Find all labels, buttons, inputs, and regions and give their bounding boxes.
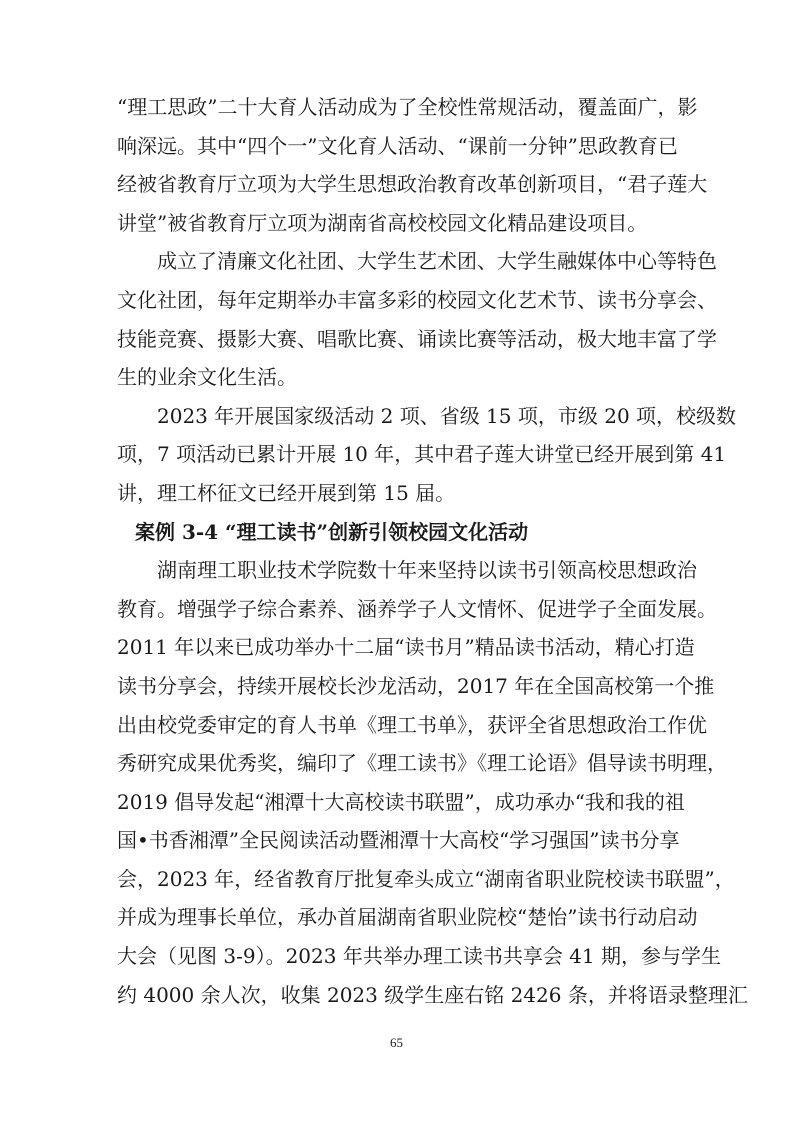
text-line: 生的业余文化生活。 (117, 365, 297, 390)
paragraph-3 (117, 397, 737, 513)
text-line: “理工思政”二十大育人活动成为了全校性常规活动，覆盖面广，影 (117, 95, 698, 119)
case-heading: 案例 3-4 “理工读书”创新引领校园文化活动 (135, 519, 529, 544)
paragraph-2 (117, 242, 717, 396)
paragraph-1 (117, 88, 708, 242)
text-line: 讲，理工杯征文已经开展到第 15 届。 (117, 480, 456, 505)
page-number: 65 (390, 1035, 403, 1050)
text-line: 经被省教育厅立项为大学生思想政治教育改革创新项目，“君子莲大 (117, 172, 708, 197)
text-line: 约 4000 余人次，收集 2023 级学生座右铭 2426 条，并将语录整理汇 (117, 982, 748, 1007)
text-line: 读书分享会，持续开展校长沙龙活动，2017 年在全国高校第一个推 (117, 673, 715, 698)
text-line: 2019 倡导发起“湘潭十大高校读书联盟”，成功承办“我和我的祖 (117, 789, 685, 814)
paragraph-4 (117, 551, 748, 1014)
text-line: 出由校党委审定的育人书单《理工书单》，获评全省思想政治工作优 (117, 712, 707, 737)
text-line: 2011 年以来已成功举办十二届“读书月”精品读书活动，精心打造 (117, 635, 695, 660)
text-line: 并成为理事长单位，承办首届湖南省职业院校“楚怡”读书行动启动 (117, 905, 698, 930)
text-line: 教育。增强学子综合素养、涵养学子人文情怀、促进学子全面发展。 (117, 596, 717, 621)
text-line: 大会（见图 3-9）。2023 年共举办理工读书共享会 41 期，参与学生 (117, 944, 721, 969)
text-line: 湖南理工职业技术学院数十年来坚持以读书引领高校思想政治 (157, 558, 697, 583)
document-body (117, 88, 748, 1014)
text-line: 讲堂”被省教育厅立项为湖南省高校校园文化精品建设项目。 (117, 210, 648, 235)
text-line: 项，7 项活动已累计开展 10 年，其中君子莲大讲堂已经开展到第 41 (117, 442, 727, 467)
text-line: 文化社团，每年定期举办丰富多彩的校园文化艺术节、读书分享会、 (117, 287, 717, 312)
text-line: 技能竞赛、摄影大赛、唱歌比赛、诵读比赛等活动，极大地丰富了学 (117, 326, 717, 351)
text-line: 2023 年开展国家级活动 2 项、省级 15 项，市级 20 项，校级数 (157, 403, 737, 428)
text-line: 成立了清廉文化社团、大学生艺术团、大学生融媒体中心等特色 (157, 249, 717, 274)
text-line: 响深远。其中“四个一”文化育人活动、“课前一分钟”思政教育已 (117, 133, 678, 158)
text-line: 会，2023 年，经省教育厅批复牵头成立“湖南省职业院校读书联盟”， (117, 866, 735, 891)
text-line: 秀研究成果优秀奖，编印了《理工读书》《理工论语》倡导读书明理， (117, 751, 727, 776)
text-line: 国•书香湘潭”全民阅读活动暨湘潭十大高校“学习强国”读书分享 (117, 828, 680, 853)
